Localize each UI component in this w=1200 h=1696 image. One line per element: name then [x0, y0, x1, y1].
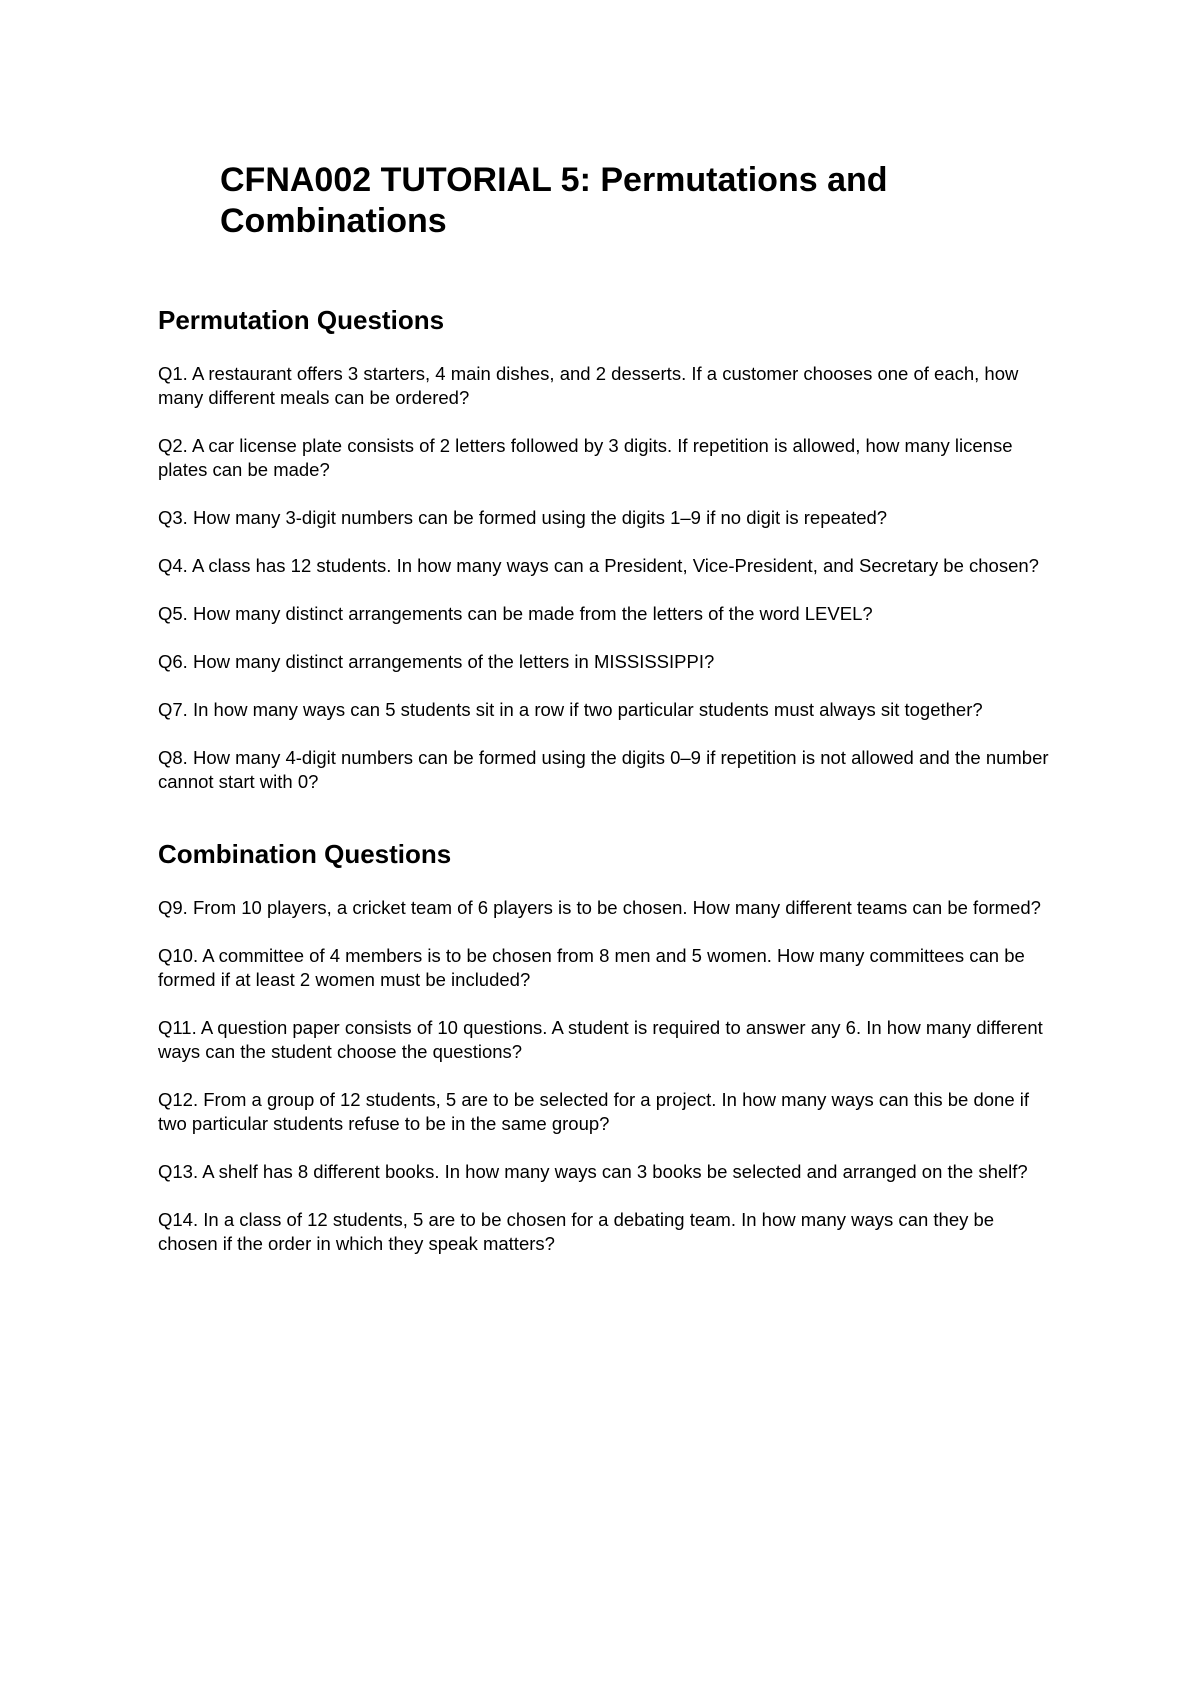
combination-section-heading: Combination Questions	[158, 839, 452, 869]
question-item: Q1. A restaurant offers 3 starters, 4 main dishes, and 2 desserts. If a customer chooses one of each, how many different meals can be ordered?	[158, 363, 1019, 408]
permutation-question-list	[158, 362, 1058, 794]
question-item: Q2. A car license plate consists of 2 letters followed by 3 digits. If repetition is allowed, how many license plates can be made?	[158, 435, 1013, 480]
page-title: CFNA002 TUTORIAL 5: Permutations and Combinations	[220, 161, 888, 240]
question-item: Q12. From a group of 12 students, 5 are to be selected for a project. In how many ways can this be done if two particular students refuse to be in the same group?	[158, 1089, 1030, 1134]
question-item: Q11. A question paper consists of 10 questions. A student is required to answer any 6. In how many different ways can the student choose the questions?	[158, 1017, 1043, 1062]
permutation-section-heading: Permutation Questions	[158, 305, 445, 335]
question-item: Q8. How many 4-digit numbers can be formed using the digits 0–9 if repetition is not allowed and the number cannot start with 0?	[158, 747, 1049, 792]
question-item: Q5. How many distinct arrangements can be made from the letters of the word LEVEL?	[158, 603, 873, 624]
question-item: Q4. A class has 12 students. In how many ways can a President, Vice-President, and Secretary be chosen?	[158, 555, 1039, 576]
question-item: Q9. From 10 players, a cricket team of 6 players is to be chosen. How many different teams can be formed?	[158, 897, 1041, 918]
combination-question-list	[158, 896, 1058, 1256]
document-page	[158, 160, 1058, 1256]
question-item: Q14. In a class of 12 students, 5 are to be chosen for a debating team. In how many ways can they be chosen if the order in which they speak matters?	[158, 1209, 995, 1254]
question-item: Q7. In how many ways can 5 students sit in a row if two particular students must always sit together?	[158, 699, 983, 720]
question-item: Q13. A shelf has 8 different books. In how many ways can 3 books be selected and arranged on the shelf?	[158, 1161, 1028, 1182]
question-item: Q3. How many 3-digit numbers can be formed using the digits 1–9 if no digit is repeated?	[158, 507, 888, 528]
question-item: Q10. A committee of 4 members is to be chosen from 8 men and 5 women. How many committees can be formed if at least 2 women must be included?	[158, 945, 1025, 990]
question-item: Q6. How many distinct arrangements of the letters in MISSISSIPPI?	[158, 651, 715, 672]
